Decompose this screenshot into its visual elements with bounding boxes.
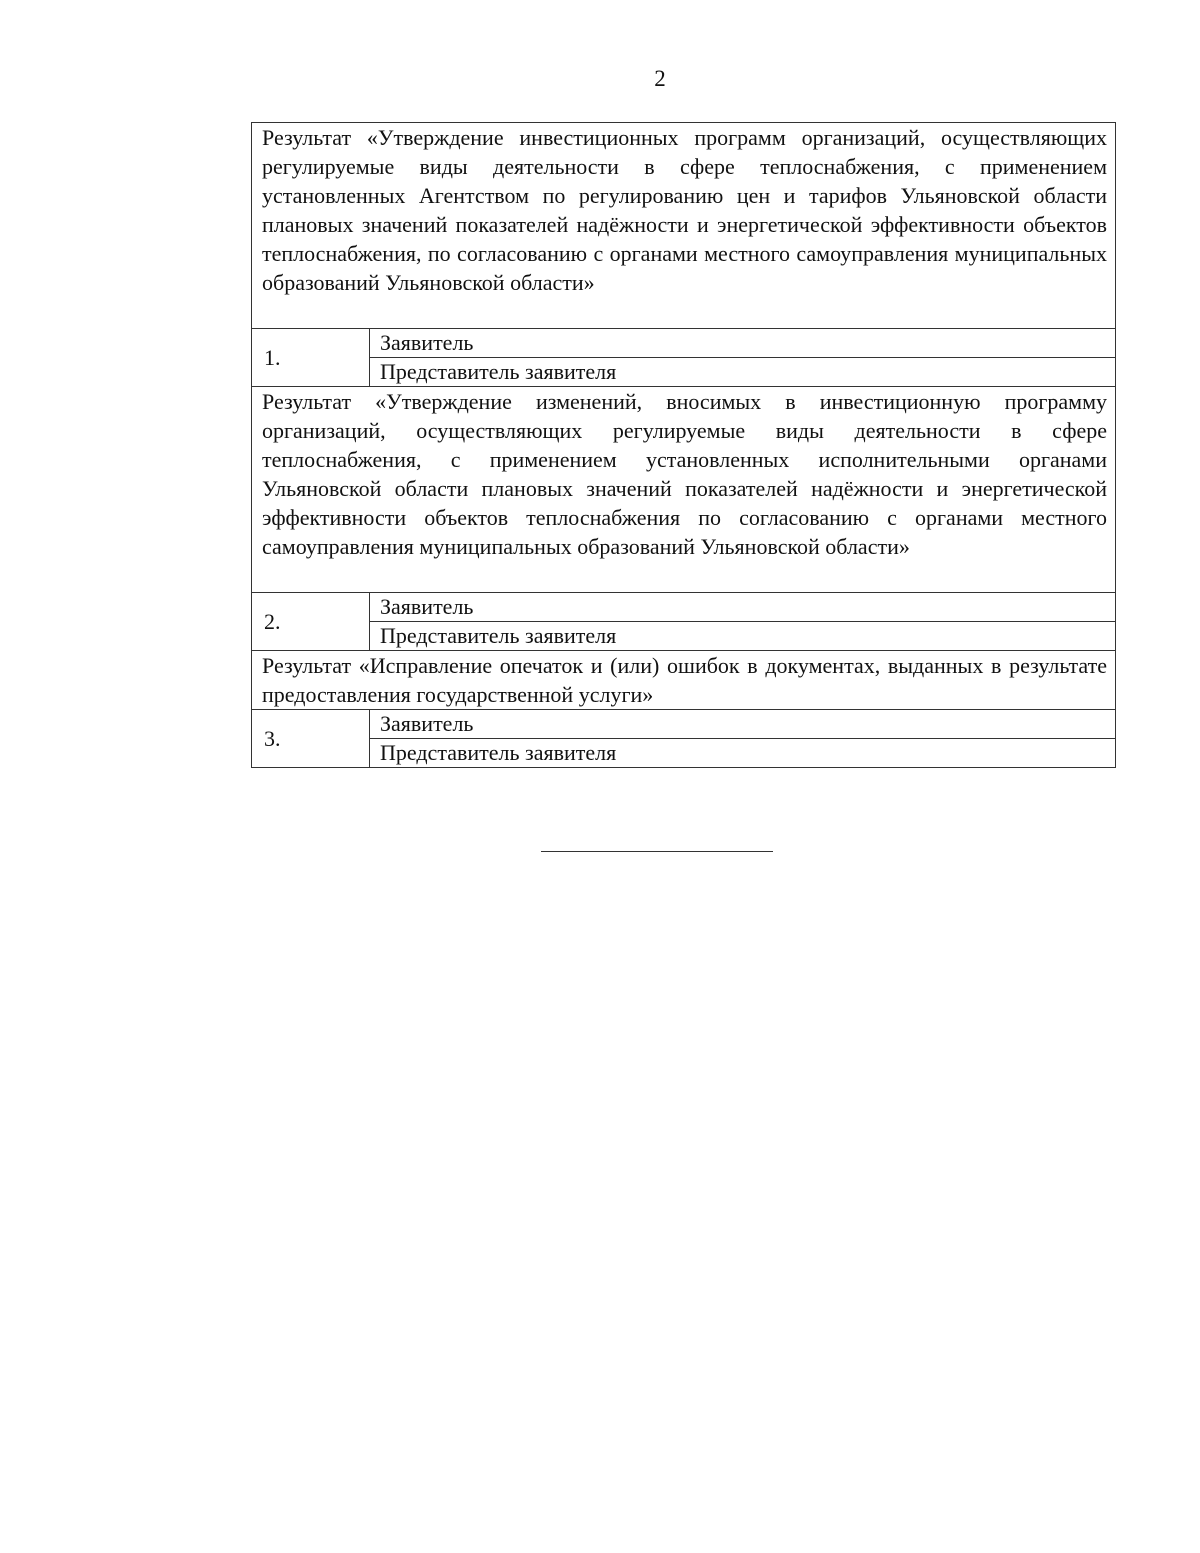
row-number: 3. — [252, 710, 370, 768]
applicant-row — [252, 710, 1116, 739]
representative-label: Представитель заявителя — [370, 739, 1116, 768]
representative-label: Представитель заявителя — [370, 622, 1116, 651]
row-number: 2. — [252, 593, 370, 651]
result-text: Результат «Утверждение инвестиционных программ организаций, осуществляющих регулируемые виды деятельности в сфере теплоснабжения, с применением установленных Агентством по регулированию цен и тарифов Ульяновской области плановых значений показателей надёжности и энергетической эффективности объектов теплоснабжения, по согласованию с органами местного самоуправления муниципальных образований Ульяновской области» — [252, 123, 1116, 329]
representative-label: Представитель заявителя — [370, 358, 1116, 387]
representative-row — [252, 739, 1116, 768]
applicant-label: Заявитель — [370, 593, 1116, 622]
applicant-row — [252, 593, 1116, 622]
page-number: 2 — [654, 66, 666, 91]
result-text: Результат «Исправление опечаток и (или) ошибок в документах, выданных в результате предоставления государственной услуги» — [252, 651, 1116, 710]
result-row — [252, 123, 1116, 329]
result-text: Результат «Утверждение изменений, вносимых в инвестиционную программу организаций, осуществляющих регулируемые виды деятельности в сфере теплоснабжения, с применением установленных исполнительными органами Ульяновской области плановых значений показателей надёжности и энергетической эффективности объектов теплоснабжения по согласованию с органами местного самоуправления муниципальных образований Ульяновской области» — [252, 387, 1116, 593]
row-number: 1. — [252, 329, 370, 387]
representative-row — [252, 358, 1116, 387]
representative-row — [252, 622, 1116, 651]
applicant-label: Заявитель — [370, 329, 1116, 358]
result-row — [252, 387, 1116, 593]
end-divider-line — [541, 851, 773, 852]
applicant-variants-table — [251, 122, 1116, 768]
applicant-row — [252, 329, 1116, 358]
result-row — [252, 651, 1116, 710]
applicant-label: Заявитель — [370, 710, 1116, 739]
